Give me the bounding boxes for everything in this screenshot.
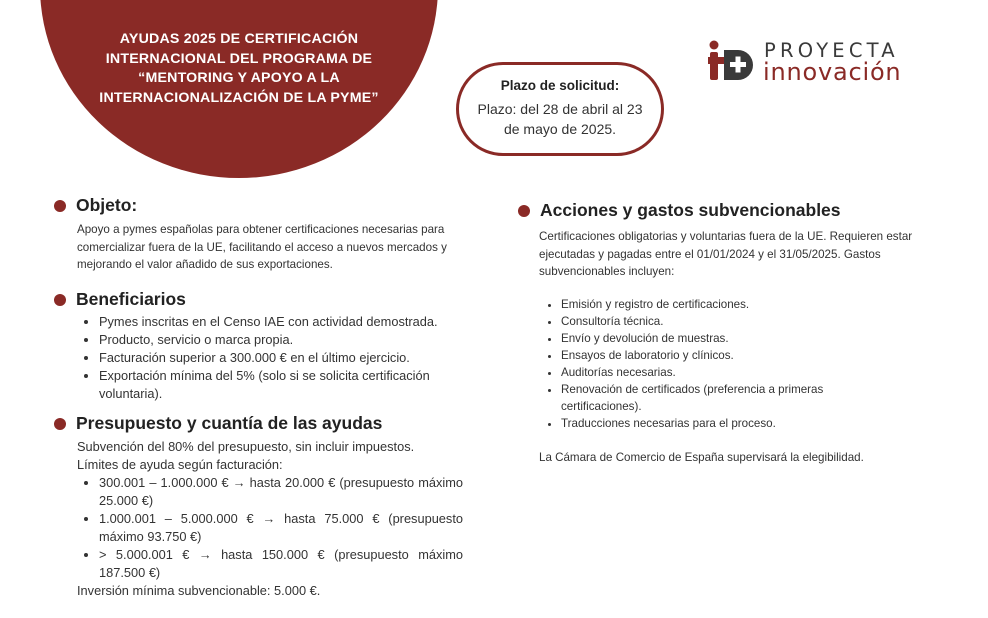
list-item: • 1.000.001 – 5.000.000 € → hasta 75.000 € (presupuesto máximo 93.750 €) (99, 510, 463, 546)
list-item: • 300.001 – 1.000.000 € → hasta 20.000 € (presupuesto máximo 25.000 €) (99, 474, 463, 510)
section-title-presupuesto: Presupuesto y cuantía de las ayudas (76, 413, 383, 433)
section-title-objeto: Objeto: (76, 195, 138, 215)
list-item: • Auditorías necesarias. (561, 364, 901, 381)
objeto-text: Apoyo a pymes españolas para obtener certificaciones necesarias para comercializar fuera de la UE, facilitando el acceso a nuevos mercados y mejorando el valor añadido de sus exportaciones. (77, 223, 447, 271)
list-item: • Renovación de certificados (preferencia a primeras certificaciones). (561, 381, 901, 415)
presupuesto-line-2: Límites de ayuda según facturación: (77, 457, 283, 472)
list-item: • Consultoría técnica. (561, 313, 901, 330)
section-title-beneficiarios: Beneficiarios (76, 289, 186, 309)
list-item: • Pymes inscritas en el Censo IAE con actividad demostrada. (99, 313, 489, 331)
bullet-dot-icon (54, 294, 66, 306)
acciones-list (539, 296, 901, 432)
logo-text-innovacion: innovación (763, 58, 902, 86)
presupuesto-line-1: Subvención del 80% del presupuesto, sin incluir impuestos. (77, 439, 415, 454)
presupuesto-footer: Inversión mínima subvencionable: 5.000 €. (77, 583, 321, 598)
presupuesto-list (77, 474, 463, 582)
section-presupuesto-header (54, 413, 382, 434)
section-acciones-header (518, 200, 841, 221)
list-item: • Envío y devolución de muestras. (561, 330, 901, 347)
list-item: • > 5.000.001 € → hasta 150.000 € (presupuesto máximo 187.500 €) (99, 546, 463, 582)
beneficiarios-list (77, 313, 489, 403)
section-objeto-header (54, 195, 137, 216)
acciones-footer: La Cámara de Comercio de España supervisará la elegibilidad. (539, 451, 864, 464)
proyecta-logo-mark-icon (708, 40, 756, 84)
section-title-acciones: Acciones y gastos subvencionables (540, 200, 841, 220)
list-item: • Producto, servicio o marca propia. (99, 331, 489, 349)
list-item: • Emisión y registro de certificaciones. (561, 296, 901, 313)
proyecta-logo (708, 38, 930, 86)
bullet-dot-icon (518, 205, 530, 217)
bullet-dot-icon (54, 200, 66, 212)
list-item: • Exportación mínima del 5% (solo si se solicita certificación voluntaria). (99, 367, 489, 403)
deadline-box (456, 62, 664, 156)
deadline-text: Plazo: del 28 de abril al 23 de mayo de 2025. (477, 101, 643, 137)
list-item: • Facturación superior a 300.000 € en el último ejercicio. (99, 349, 489, 367)
section-beneficiarios-header (54, 289, 186, 310)
list-item: • Traducciones necesarias para el proceso. (561, 415, 901, 432)
acciones-intro: Certificaciones obligatorias y voluntarias fuera de la UE. Requieren estar ejecutadas y pagadas entre el 01/01/2024 y el 31/05/2025. Gastos subvencionables incluyen: (539, 230, 913, 278)
bullet-dot-icon (54, 418, 66, 430)
page-title: AYUDAS 2025 DE CERTIFICACIÓN INTERNACIONAL DEL PROGRAMA DE “MENTORING Y APOYO A LA INTERNACIONALIZACIÓN DE LA PYME” (99, 31, 379, 106)
deadline-label: Plazo de solicitud: (500, 78, 620, 93)
logo-text-proyecta: PROYECTA (764, 39, 899, 62)
list-item: • Ensayos de laboratorio y clínicos. (561, 347, 901, 364)
